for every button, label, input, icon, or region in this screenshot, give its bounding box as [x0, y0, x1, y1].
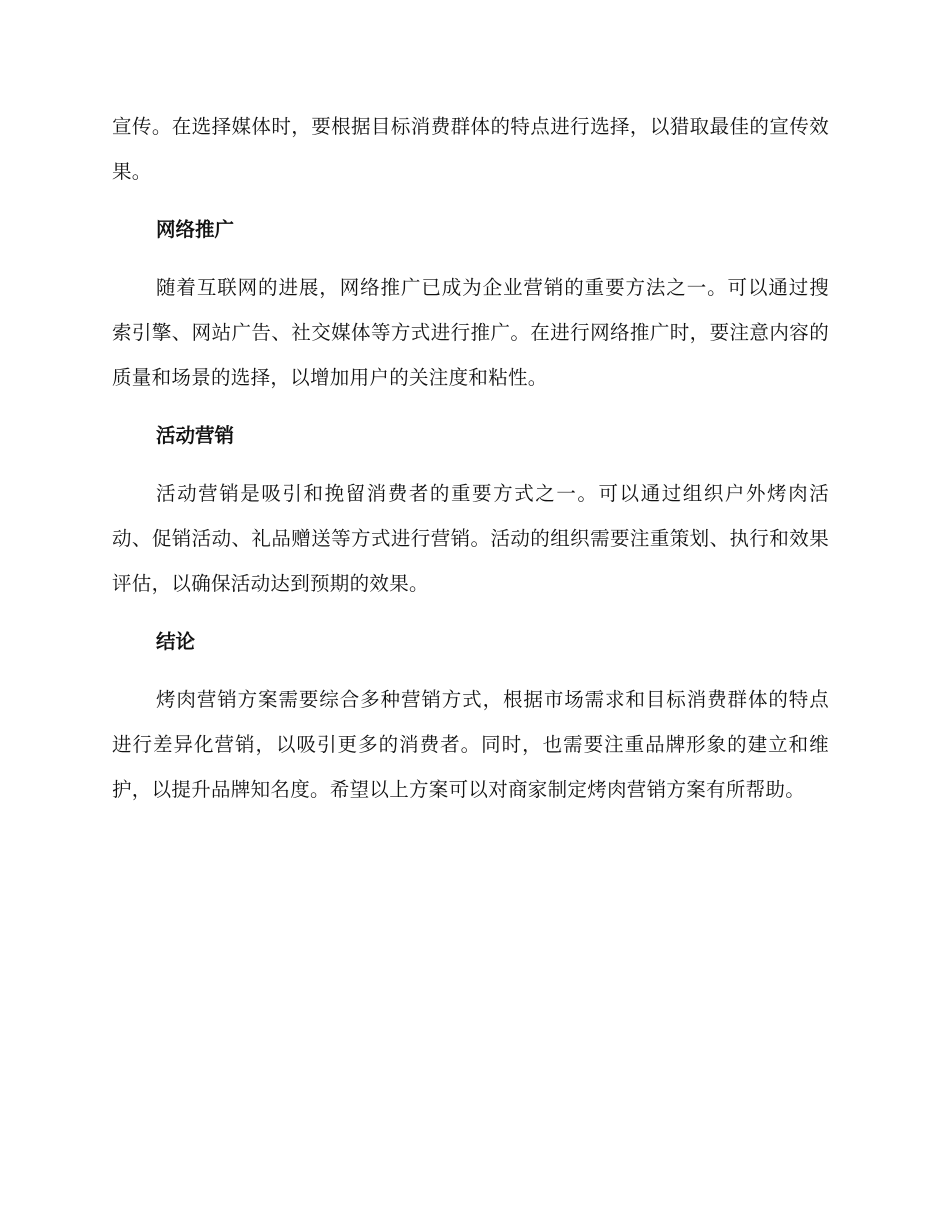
section-heading-conclusion: 结论 — [156, 630, 196, 653]
section-gap — [112, 664, 829, 677]
section-gap — [112, 606, 829, 619]
intro-paragraph: 宣传。在选择媒体时，要根据目标消费群体的特点进行选择，以猎取最佳的宣传效果。 — [112, 115, 829, 183]
section-body-network-promotion: 随着互联网的进展，网络推广已成为企业营销的重要方法之一。可以通过搜索引擎、网站广告、社交媒体等方式进行推广。在进行网络推广时，要注意内容的质量和场景的选择，以增加用户的关注度和粘性。 — [112, 276, 829, 389]
section-body-conclusion: 烤肉营销方案需要综合多种营销方式，根据市场需求和目标消费群体的特点进行差异化营销，以吸引更多的消费者。同时，也需要注重品牌形象的建立和维护，以提升品牌知名度。希望以上方案可以对商家制定烤肉营销方案有所帮助。 — [112, 688, 829, 801]
section-body-event-marketing: 活动营销是吸引和挽留消费者的重要方式之一。可以通过组织户外烤肉活动、促销活动、礼品赠送等方式进行营销。活动的组织需要注重策划、执行和效果评估，以确保活动达到预期的效果。 — [112, 482, 829, 595]
section-heading-network-promotion: 网络推广 — [156, 218, 235, 241]
section-heading-event-marketing: 活动营销 — [156, 424, 235, 447]
section-gap — [112, 252, 829, 265]
section-gap — [112, 458, 829, 471]
section-gap — [112, 194, 829, 207]
section-gap — [112, 400, 829, 413]
